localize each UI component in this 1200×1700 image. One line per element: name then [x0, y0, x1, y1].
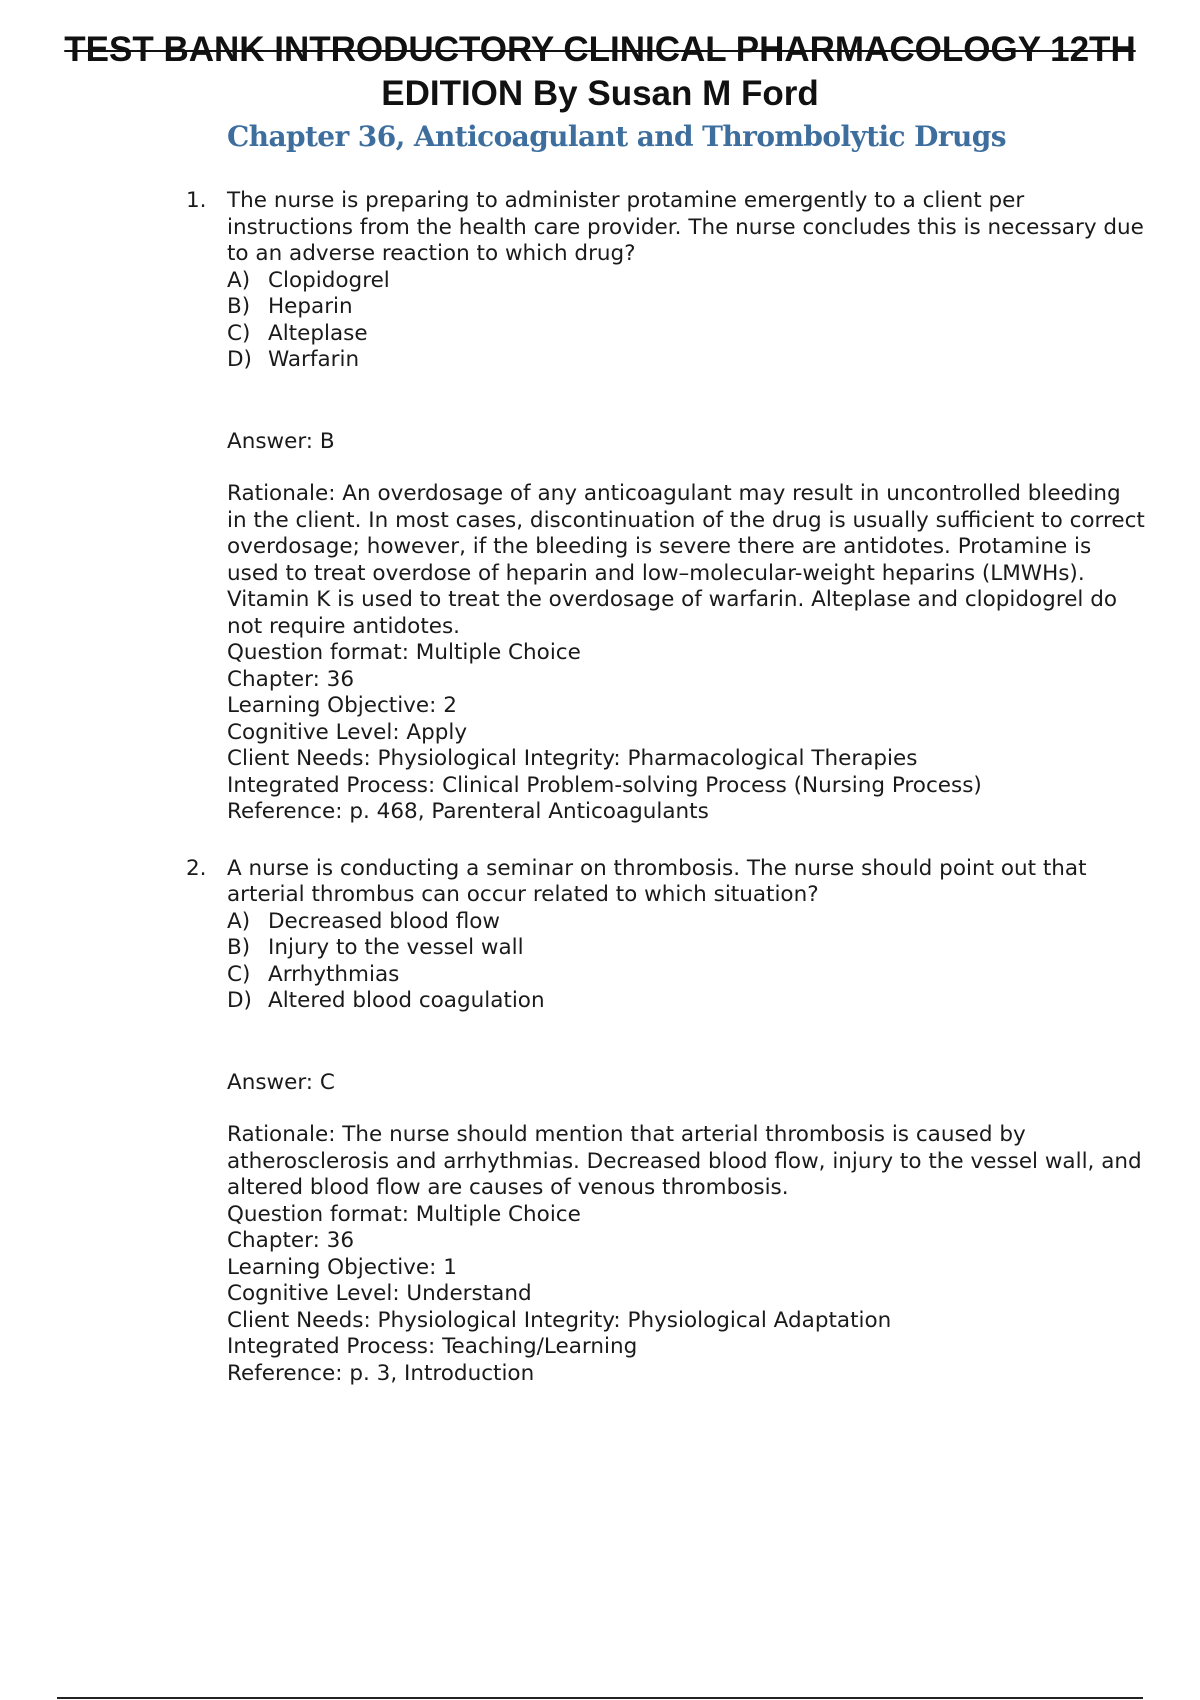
reference: Reference: p. 3, Introduction [227, 1360, 535, 1386]
option-text: Alteplase [268, 320, 368, 346]
option-letter: A) [227, 267, 251, 293]
answer-options [227, 909, 1146, 1015]
integrated-process: Integrated Process: Teaching/Learning [227, 1334, 638, 1359]
option-a [227, 268, 1146, 295]
question-format: Question format: Multiple Choice [227, 1201, 581, 1227]
answer-options [227, 268, 1146, 374]
answer-key: Answer: B [227, 428, 335, 454]
cognitive-level: Cognitive Level: Apply [227, 719, 468, 745]
option-b [227, 294, 1146, 321]
chapter-number: Chapter: 36 [227, 1228, 355, 1253]
option-d [227, 988, 1146, 1015]
option-letter: C) [227, 961, 251, 987]
learning-objective: Learning Objective: 2 [227, 693, 457, 718]
option-b [227, 935, 1146, 962]
question-1 [186, 188, 1146, 826]
document-title-line-1: TEST BANK INTRODUCTORY CLINICAL PHARMACOLOGY 12TH [64, 30, 1136, 69]
option-text: Clopidogrel [268, 267, 390, 293]
option-letter: D) [227, 988, 252, 1013]
option-letter: C) [227, 320, 251, 346]
option-c [227, 962, 1146, 989]
chapter-number: Chapter: 36 [227, 666, 355, 692]
option-text: Arrhythmias [268, 961, 400, 987]
question-format: Question format: Multiple Choice [227, 640, 581, 665]
question-number: 1. [186, 188, 207, 213]
question-stem: A nurse is conducting a seminar on thrombosis. The nurse should point out that arterial thrombus can occur related to which situation? [227, 855, 1087, 907]
question-number: 2. [186, 855, 207, 881]
question-2 [186, 856, 1146, 1388]
cognitive-level: Cognitive Level: Understand [227, 1281, 532, 1306]
chapter-heading: Chapter 36, Anticoagulant and Thrombolytic Drugs [227, 120, 1006, 153]
reference: Reference: p. 468, Parenteral Anticoagulants [227, 799, 709, 824]
option-text: Altered blood coagulation [268, 988, 545, 1013]
document-title-line-2: EDITION By Susan M Ford [381, 74, 819, 113]
question-stem: The nurse is preparing to administer protamine emergently to a client per instructions from the health care provider. The nurse concludes this is necessary due to an adverse reaction to which drug? [227, 188, 1144, 266]
client-needs: Client Needs: Physiological Integrity: Physiological Adaptation [227, 1307, 892, 1333]
learning-objective: Learning Objective: 1 [227, 1254, 457, 1280]
question-list [186, 188, 1146, 1387]
footer-divider [57, 1697, 1143, 1699]
rationale: Rationale: An overdosage of any anticoagulant may result in uncontrolled bleeding in the client. In most cases, discontinuation of the drug is usually sufficient to correct overdosage; however, if the bleeding is severe there are antidotes. Protamine is used to treat overdose of heparin and low–molecular-weight heparins (LMWHs). Vitamin K is used to treat the overdosage of warfarin. Alteplase and clopidogrel do not require antidotes. [227, 481, 1145, 639]
option-letter: A) [227, 908, 251, 934]
integrated-process: Integrated Process: Clinical Problem-solving Process (Nursing Process) [227, 772, 982, 798]
option-letter: D) [227, 347, 252, 372]
option-a [227, 909, 1146, 936]
option-text: Injury to the vessel wall [268, 935, 524, 960]
option-text: Warfarin [268, 347, 360, 372]
option-letter: B) [227, 294, 251, 319]
option-text: Decreased blood flow [268, 908, 500, 934]
client-needs: Client Needs: Physiological Integrity: Pharmacological Therapies [227, 746, 918, 771]
document-title [0, 28, 1200, 116]
answer-key: Answer: C [227, 1069, 335, 1095]
rationale: Rationale: The nurse should mention that arterial thrombosis is caused by atherosclerosis and arrhythmias. Decreased blood flow, injury to the vessel wall, and altered blood flow are causes of venous thrombosis. [227, 1122, 1142, 1200]
option-d [227, 347, 1146, 374]
option-text: Heparin [268, 294, 353, 319]
option-c [227, 321, 1146, 348]
option-letter: B) [227, 935, 251, 960]
